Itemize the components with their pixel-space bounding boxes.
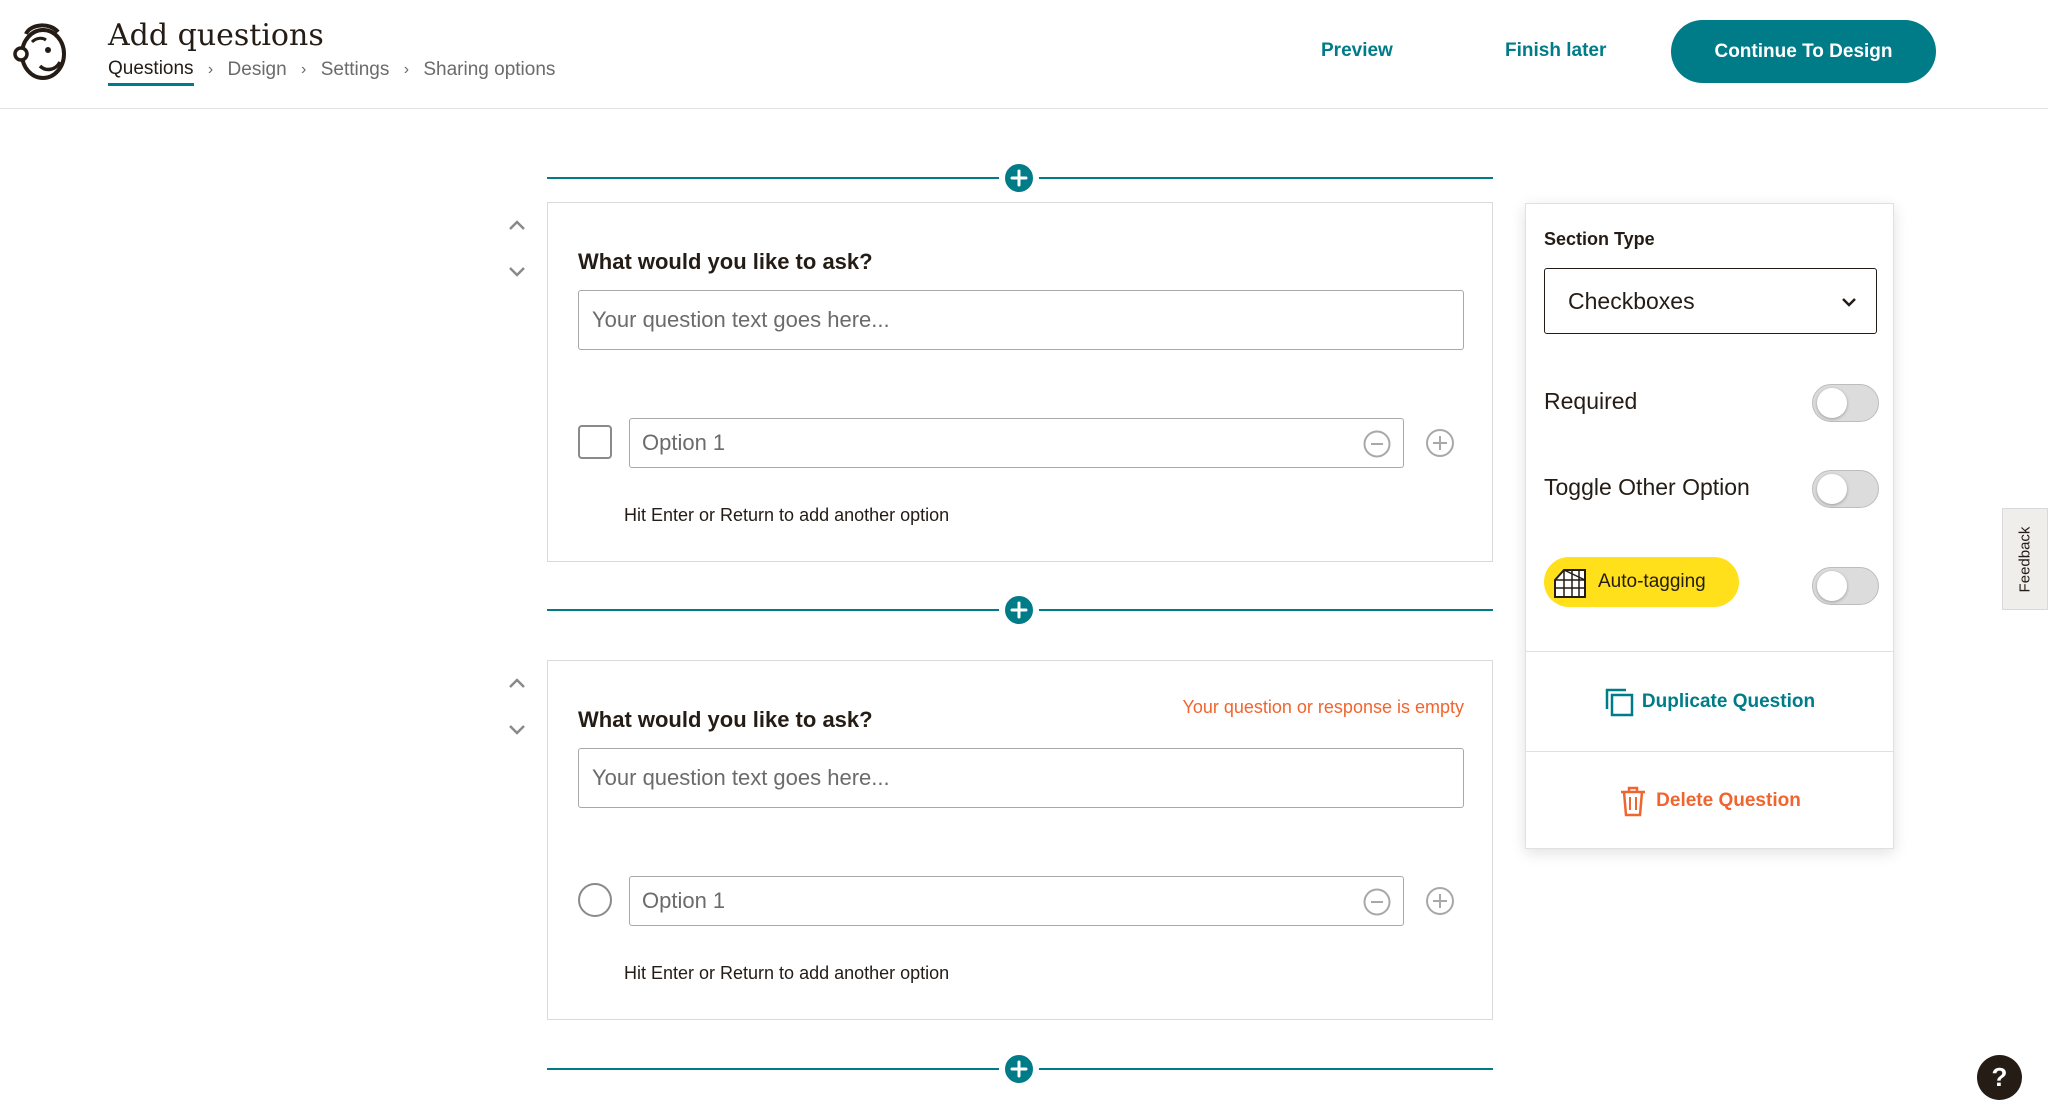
plus-icon <box>1010 1060 1028 1078</box>
duplicate-icon <box>1604 687 1634 717</box>
move-up-icon[interactable] <box>506 214 528 236</box>
page-title: Add questions <box>108 18 324 53</box>
top-header <box>0 0 2048 109</box>
option-input[interactable] <box>629 418 1404 468</box>
remove-option-icon[interactable] <box>1363 430 1391 458</box>
option-placeholder: Option 1 <box>642 430 726 455</box>
chevron-right-icon: › <box>207 61 214 78</box>
toggle-knob <box>1817 571 1847 601</box>
move-up-icon[interactable] <box>506 672 528 694</box>
add-option-hint: Hit Enter or Return to add another option <box>624 505 950 525</box>
toggle-knob <box>1817 474 1847 504</box>
add-section-button[interactable] <box>1003 162 1035 194</box>
question-card[interactable] <box>547 202 1493 562</box>
auto-tagging-badge <box>1544 557 1739 607</box>
add-option-icon[interactable] <box>1425 886 1455 916</box>
required-label: Required <box>1544 388 1638 414</box>
option-input[interactable] <box>629 876 1404 926</box>
section-type-label: Section Type <box>1544 229 1655 249</box>
chevron-right-icon: › <box>301 61 307 78</box>
question-text-input[interactable]: Your question text goes here... <box>578 290 1464 350</box>
breadcrumb <box>108 58 555 86</box>
chevron-right-icon: › <box>403 61 410 78</box>
question-label: What would you like to ask? <box>578 249 873 274</box>
delete-question-button[interactable] <box>1526 752 1893 850</box>
add-option-icon[interactable] <box>1425 428 1455 458</box>
toggle-knob <box>1817 388 1847 418</box>
question-card[interactable] <box>547 660 1493 1020</box>
delete-question-label: Delete Question <box>1656 790 1801 811</box>
duplicate-question-label: Duplicate Question <box>1641 690 1816 712</box>
breadcrumb-sharing-options[interactable]: Sharing options <box>423 59 556 80</box>
add-section-button[interactable] <box>1003 594 1035 626</box>
mailchimp-logo-icon[interactable] <box>12 20 70 82</box>
feedback-label: Feedback <box>2016 526 2034 592</box>
question-settings-panel <box>1525 203 1894 849</box>
question-label: What would you like to ask? <box>578 707 873 732</box>
option-radio[interactable] <box>578 883 612 917</box>
auto-tagging-toggle[interactable] <box>1812 567 1879 605</box>
section-type-select[interactable] <box>1544 268 1877 334</box>
option-checkbox[interactable] <box>578 425 612 459</box>
trash-icon <box>1618 785 1648 817</box>
feedback-tab[interactable] <box>2002 508 2048 610</box>
continue-to-design-button[interactable]: Continue To Design <box>1671 20 1936 83</box>
add-section-button[interactable] <box>1003 1053 1035 1085</box>
required-toggle[interactable] <box>1812 384 1879 422</box>
help-button[interactable]: ? <box>1977 1055 2022 1100</box>
preview-link[interactable]: Preview <box>1321 40 1393 61</box>
greenhouse-icon <box>1552 564 1588 600</box>
duplicate-question-button[interactable] <box>1526 652 1893 751</box>
breadcrumb-questions[interactable]: Questions <box>108 58 194 86</box>
auto-tagging-label: Auto-tagging <box>1598 571 1706 592</box>
add-option-hint: Hit Enter or Return to add another option <box>624 963 950 983</box>
breadcrumb-settings[interactable]: Settings <box>320 59 390 80</box>
plus-icon <box>1010 169 1028 187</box>
finish-later-link[interactable]: Finish later <box>1505 40 1607 61</box>
plus-icon <box>1010 601 1028 619</box>
option-placeholder: Option 1 <box>642 888 726 913</box>
chevron-down-icon <box>1840 293 1858 311</box>
move-down-icon[interactable] <box>506 260 528 282</box>
toggle-other-label: Toggle Other Option <box>1544 474 1750 500</box>
question-text-input[interactable]: Your question text goes here... <box>578 748 1464 808</box>
toggle-other-toggle[interactable] <box>1812 470 1879 508</box>
empty-question-error: Your question or response is empty <box>1182 697 1464 717</box>
section-type-value: Checkboxes <box>1568 287 1695 314</box>
move-down-icon[interactable] <box>506 718 528 740</box>
breadcrumb-design[interactable]: Design <box>227 59 287 80</box>
remove-option-icon[interactable] <box>1363 888 1391 916</box>
